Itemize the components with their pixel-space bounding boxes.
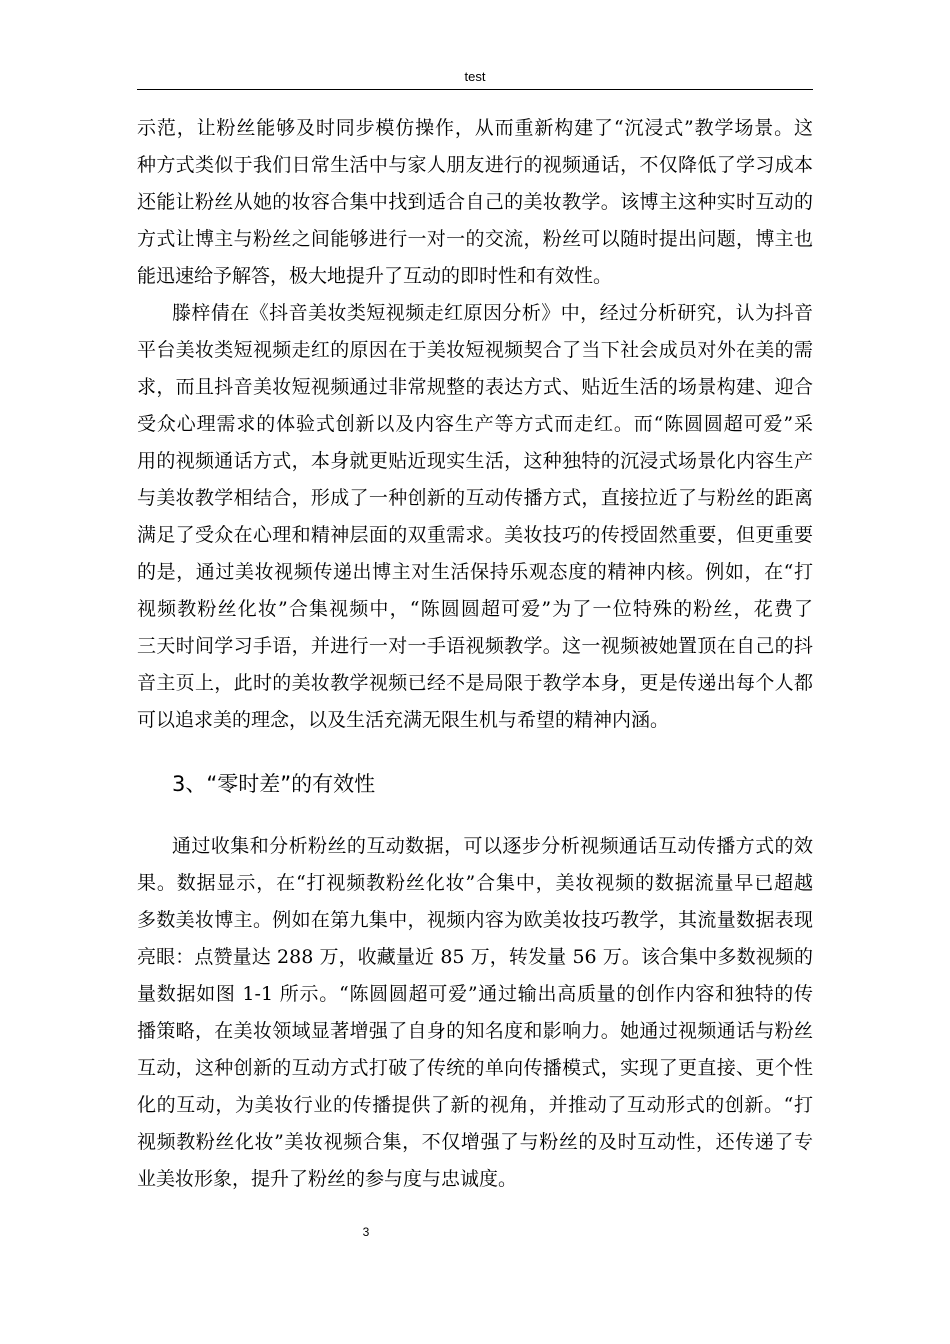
- paragraph-line: 视频教粉丝化妆”合集视频中，“陈圆圆超可爱”为了一位特殊的粉丝，花费了: [137, 598, 813, 620]
- paragraph-line: 滕梓倩在《抖音美妆类短视频走红原因分析》中，经过分析研究，认为抖音: [172, 302, 813, 324]
- paragraph-line: 互动，这种创新的互动方式打破了传统的单向传播模式，实现了更直接、更个性: [137, 1057, 813, 1079]
- header-divider: [137, 89, 813, 90]
- paragraph-line: 化的互动，为美妆行业的传播提供了新的视角，并推动了互动形式的创新。“打: [137, 1094, 813, 1116]
- page-number: 3: [362, 1225, 370, 1239]
- paragraph-2: [137, 295, 813, 739]
- paragraph-line: 还能让粉丝从她的妆容合集中找到适合自己的美妆教学。该博主这种实时互动的: [137, 191, 813, 213]
- paragraph-line: 平台美妆类短视频走红的原因在于美妆短视频契合了当下社会成员对外在美的需: [137, 339, 813, 361]
- paragraph-line: 满足了受众在心理和精神层面的双重需求。美妆技巧的传授固然重要，但更重要: [137, 524, 813, 546]
- paragraph-line: 三天时间学习手语，并进行一对一手语视频教学。这一视频被她置顶在自己的抖: [137, 635, 813, 657]
- paragraph-line: 受众心理需求的体验式创新以及内容生产等方式而走红。而“陈圆圆超可爱”采: [137, 413, 813, 435]
- page-header-title: test: [464, 69, 486, 84]
- section-heading: 3、“零时差”的有效性: [172, 772, 376, 796]
- paragraph-line: 多数美妆博主。例如在第九集中，视频内容为欧美妆技巧教学，其流量数据表现: [137, 909, 813, 931]
- paragraph-line: 与美妆教学相结合，形成了一种创新的互动传播方式，直接拉近了与粉丝的距离: [137, 487, 813, 509]
- paragraph-line: 音主页上，此时的美妆教学视频已经不是局限于教学本身，更是传递出每个人都: [137, 672, 813, 694]
- paragraph-line: 用的视频通话方式，本身就更贴近现实生活，这种独特的沉浸式场景化内容生产: [137, 450, 813, 472]
- paragraph-line: 种方式类似于我们日常生活中与家人朋友进行的视频通话，不仅降低了学习成本: [137, 154, 813, 176]
- paragraph-line: 方式让博主与粉丝之间能够进行一对一的交流，粉丝可以随时提出问题，博主也: [137, 228, 813, 250]
- paragraph-line: 示范，让粉丝能够及时同步模仿操作，从而重新构建了“沉浸式”教学场景。这: [137, 117, 813, 139]
- paragraph-line: 播策略，在美妆领域显著增强了自身的知名度和影响力。她通过视频通话与粉丝: [137, 1020, 813, 1042]
- paragraph-1: [137, 110, 813, 295]
- paragraph-line: 的是，通过美妆视频传递出博主对生活保持乐观态度的精神内核。例如，在“打: [137, 561, 813, 583]
- paragraph-line: 通过收集和分析粉丝的互动数据，可以逐步分析视频通话互动传播方式的效: [172, 835, 813, 857]
- paragraph-line: 可以追求美的理念，以及生活充满无限生机与希望的精神内涵。: [137, 709, 670, 731]
- paragraph-line: 视频教粉丝化妆”美妆视频合集，不仅增强了与粉丝的及时互动性，还传递了专: [137, 1131, 813, 1153]
- paragraph-line: 能迅速给予解答，极大地提升了互动的即时性和有效性。: [137, 265, 613, 287]
- paragraph-line: 业美妆形象，提升了粉丝的参与度与忠诚度。: [137, 1168, 518, 1190]
- paragraph-line: 量数据如图 1-1 所示。“陈圆圆超可爱”通过输出高质量的创作内容和独特的传: [137, 983, 813, 1005]
- paragraph-3: [137, 828, 813, 1198]
- paragraph-line: 求，而且抖音美妆短视频通过非常规整的表达方式、贴近生活的场景构建、迎合: [137, 376, 813, 398]
- paragraph-line: 果。数据显示，在“打视频教粉丝化妆”合集中，美妆视频的数据流量早已超越: [137, 872, 813, 894]
- paragraph-line: 亮眼：点赞量达 288 万，收藏量近 85 万，转发量 56 万。该合集中多数视频的: [137, 946, 813, 968]
